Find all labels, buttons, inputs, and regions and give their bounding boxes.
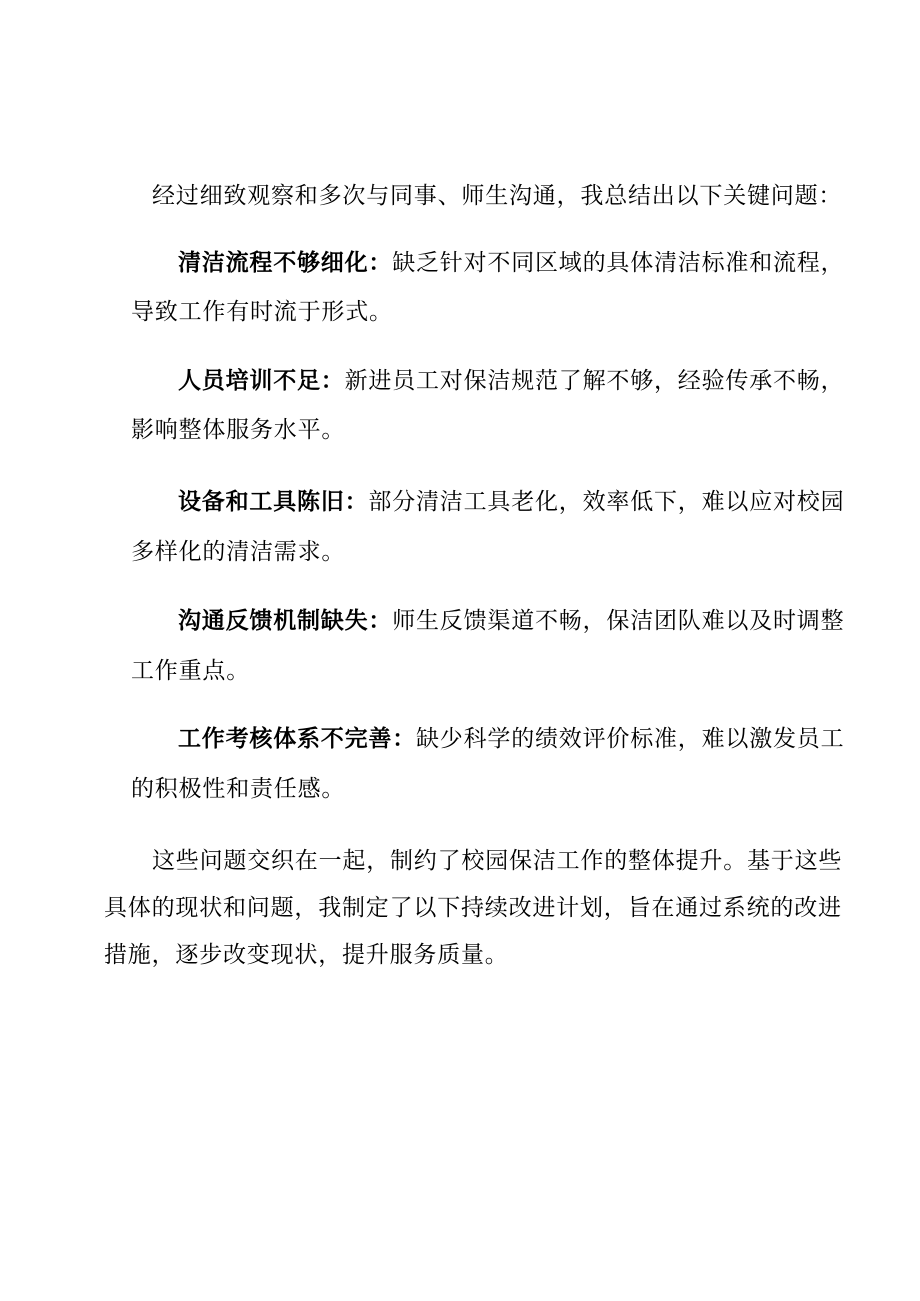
issue-line-2: 工作重点。 (131, 658, 250, 684)
issue-line-2: 多样化的清洁需求。 (131, 539, 346, 565)
issue-line-2: 导致工作有时流于形式。 (131, 299, 393, 325)
issue-text: 部分清洁工具老化，效率低下，难以应对校园 (368, 489, 845, 515)
issue-line-1 (178, 724, 844, 754)
intro-line-1: 经过细致观察和多次与同事、师生沟通，我总结出以下关键问题： (152, 183, 843, 209)
conclusion-line-2: 具体的现状和问题，我制定了以下持续改进计划，旨在通过系统的改进 (104, 895, 842, 921)
issue-line-2: 的积极性和责任感。 (131, 776, 346, 802)
issue-line-1 (178, 606, 844, 636)
issue-term: 人员培训不足： (178, 368, 345, 394)
issue-text: 新进员工对保洁规范了解不够，经验传承不畅， (344, 368, 845, 394)
issue-line-1 (178, 487, 844, 517)
issue-term: 沟通反馈机制缺失： (178, 608, 393, 634)
issue-term: 设备和工具陈旧： (178, 489, 369, 515)
issue-line-1 (178, 248, 844, 278)
issue-text: 师生反馈渠道不畅，保洁团队难以及时调整 (392, 608, 845, 634)
issue-term: 工作考核体系不完善： (178, 726, 416, 752)
issue-line-2: 影响整体服务水平。 (131, 417, 346, 443)
issue-line-1 (178, 366, 844, 396)
issue-term: 清洁流程不够细化： (178, 250, 393, 276)
conclusion-line-1: 这些问题交织在一起，制约了校园保洁工作的整体提升。基于这些 (152, 848, 843, 874)
issue-text: 缺少科学的绩效评价标准，难以激发员工 (416, 726, 845, 752)
conclusion-line-3: 措施，逐步改变现状，提升服务质量。 (104, 942, 509, 968)
issue-text: 缺乏针对不同区域的具体清洁标准和流程， (392, 250, 845, 276)
